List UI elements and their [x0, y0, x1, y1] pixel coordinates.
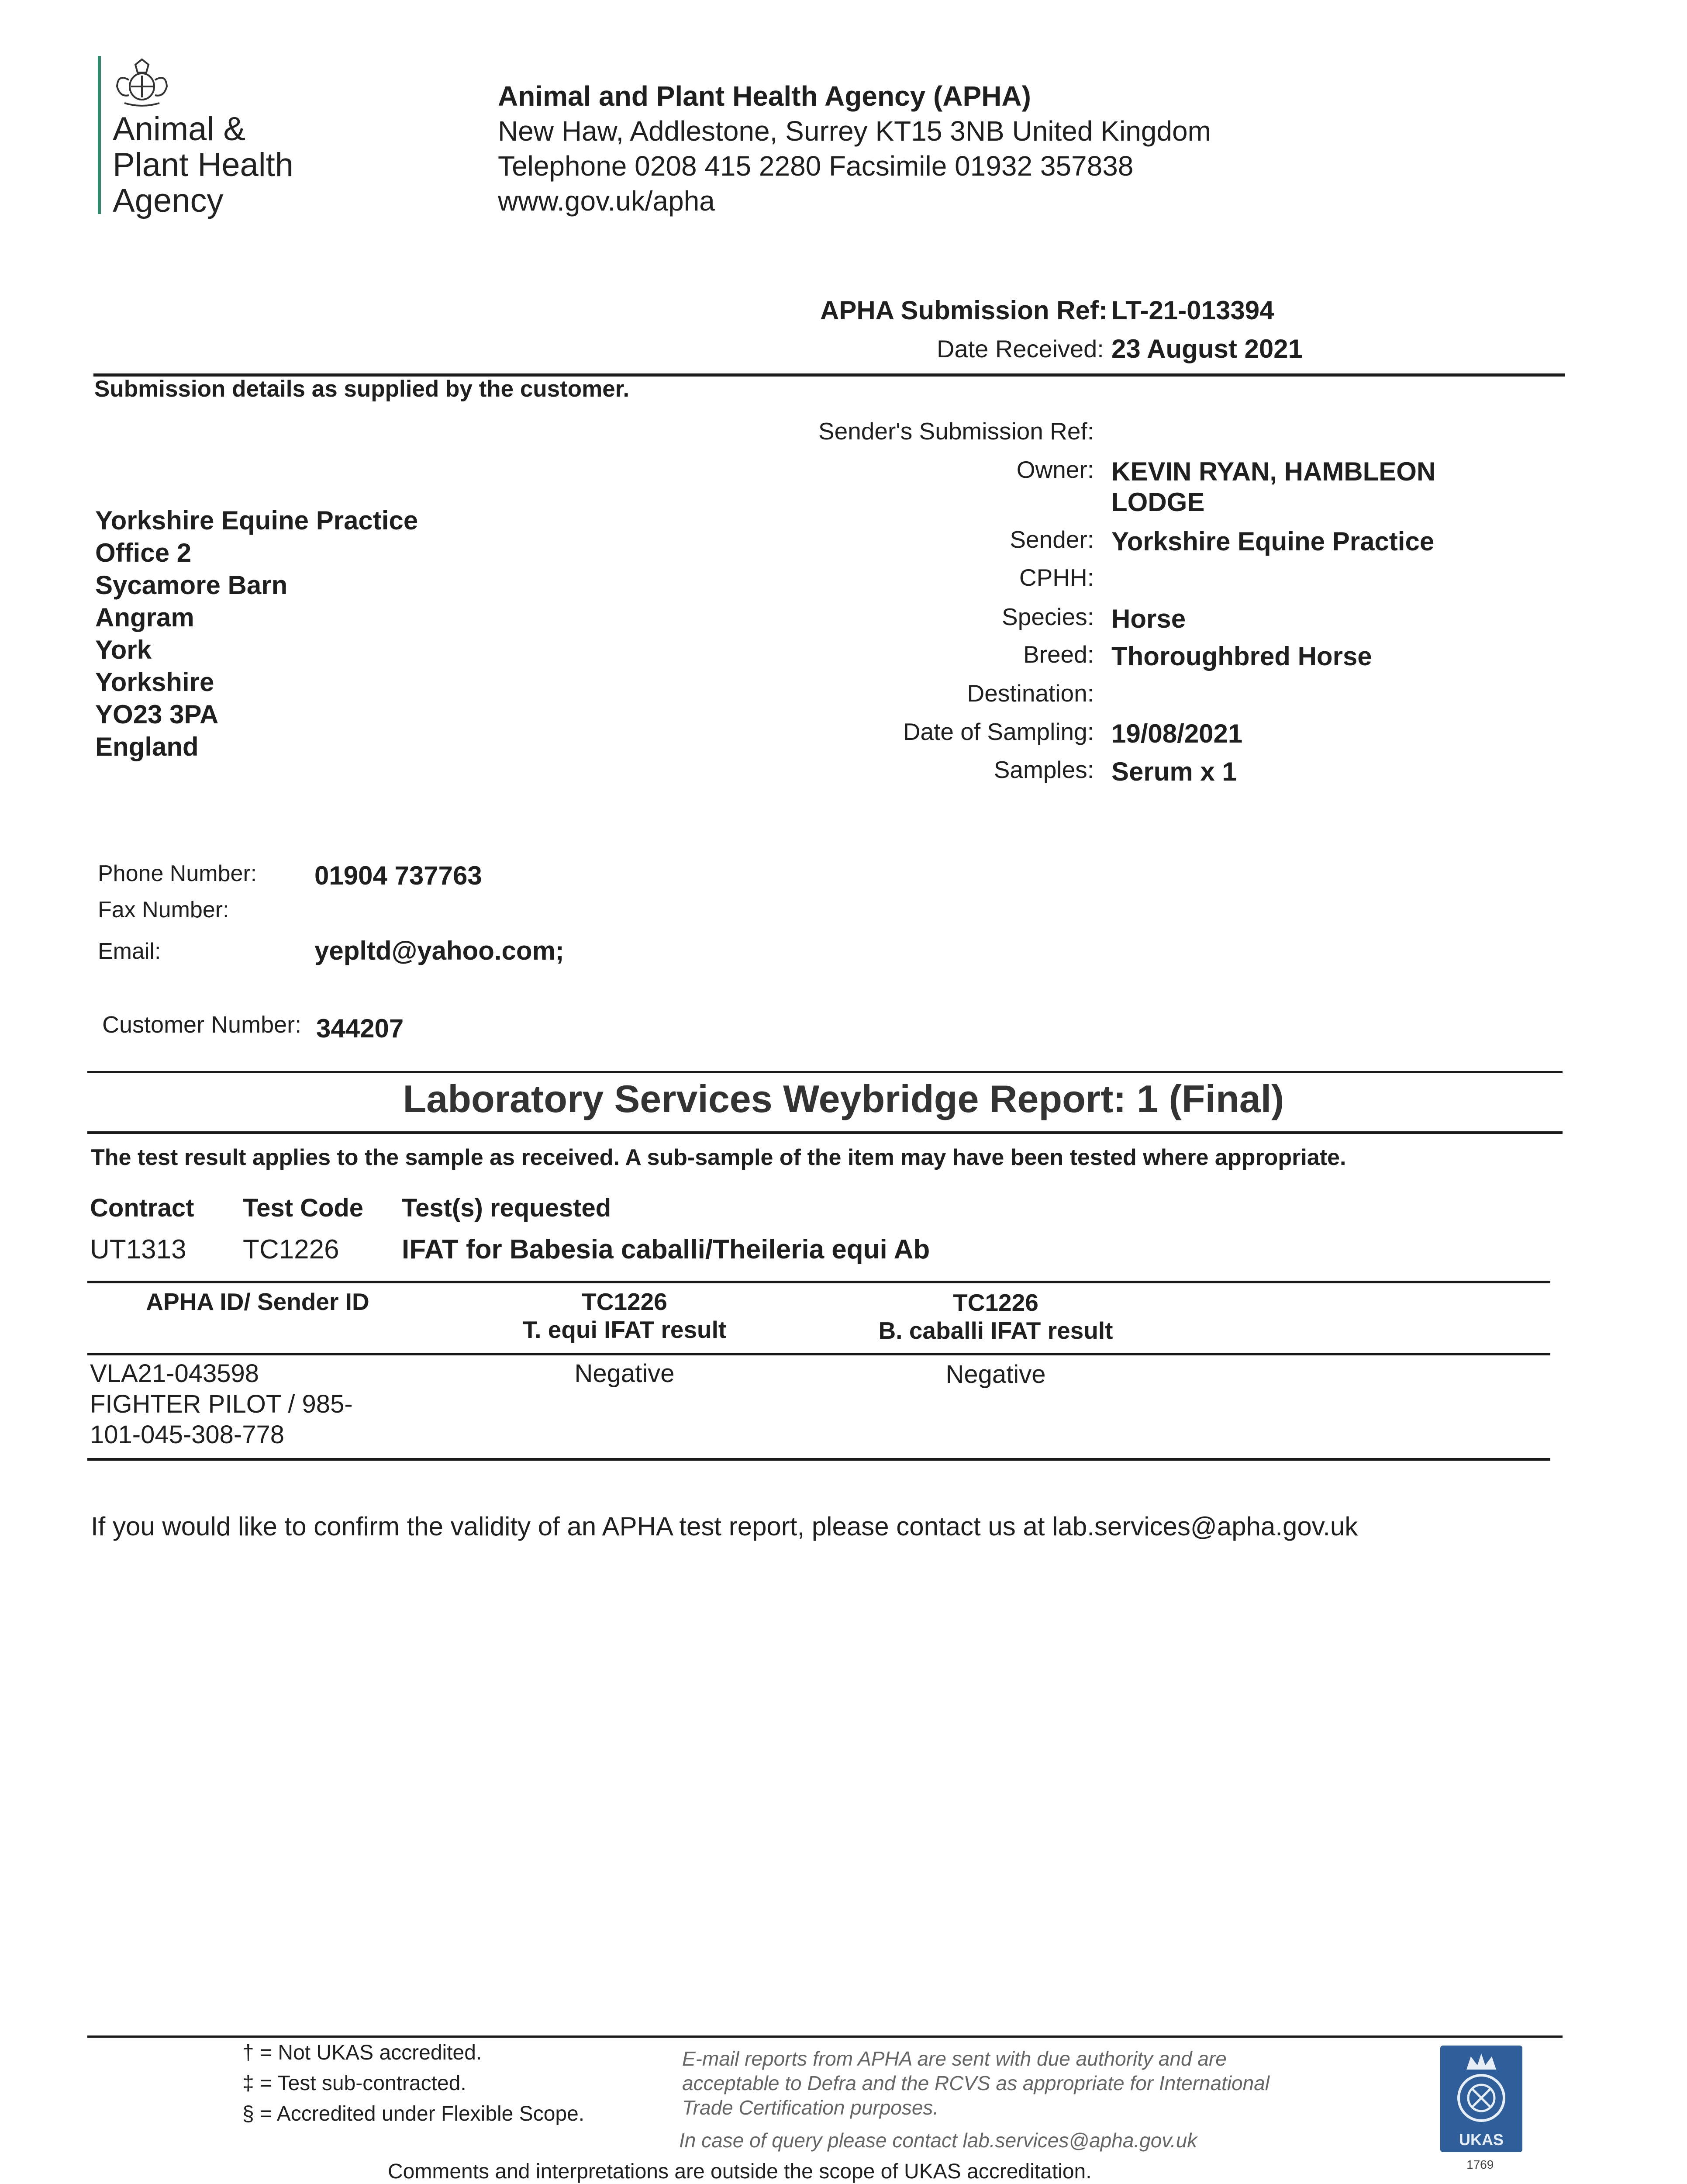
agency-address: New Haw, Addlestone, Surrey KT15 3NB United Kingdom: [498, 115, 1211, 147]
test-name-value: IFAT for Babesia caballi/Theileria equi Ab: [402, 1234, 930, 1265]
sender-ref-label: Sender's Submission Ref:: [818, 418, 1094, 445]
agency-header: [498, 79, 1211, 218]
breed-label: Breed:: [1023, 641, 1094, 668]
submission-ref-value: LT-21-013394: [1111, 296, 1274, 325]
sampling-date-value: 19/08/2021: [1111, 719, 1243, 748]
ukas-label: UKAS: [1459, 2131, 1504, 2149]
divider: [87, 1353, 1550, 1355]
results-header-b-caballi: TC1226 B. caballi IFAT result: [878, 1289, 1113, 1344]
agency-name: Animal and Plant Health Agency (APHA): [498, 80, 1031, 112]
sender-label: Sender:: [1010, 526, 1094, 553]
customer-address: Yorkshire Equine Practice Office 2 Sycamore Barn Angram York Yorkshire YO23 3PA England: [95, 506, 418, 761]
accreditation-comment: Comments and interpretations are outside the scope of UKAS accreditation.: [388, 2160, 1092, 2183]
agency-phone: Telephone 0208 415 2280 Facsimile 01932 357838: [498, 150, 1134, 182]
species-value: Horse: [1111, 604, 1186, 633]
date-received-label: Date Received:: [937, 335, 1104, 363]
b-caballi-result: Negative: [945, 1360, 1046, 1389]
customer-number-value: 344207: [316, 1014, 404, 1043]
ukas-accreditation-badge: [1440, 2046, 1522, 2152]
divider: [87, 1071, 1563, 1073]
footnote-legend: † = Not UKAS accredited. ‡ = Test sub-contracted. § = Accredited under Flexible Scope.: [242, 2041, 585, 2125]
contract-header: Contract: [90, 1194, 194, 1222]
phone-label: Phone Number:: [98, 861, 257, 886]
ukas-crown-icon: [1440, 2046, 1522, 2129]
samples-value: Serum x 1: [1111, 757, 1237, 786]
email-reports-note: E-mail reports from APHA are sent with due authority and are acceptable to Defra and the RCVS as appropriate for International Trade Certification purposes.: [682, 2047, 1270, 2119]
submission-heading: Submission details as supplied by the customer.: [94, 376, 630, 402]
cphh-label: CPHH:: [1019, 564, 1094, 591]
sender-value: Yorkshire Equine Practice: [1111, 527, 1435, 556]
test-code-value: TC1226: [243, 1234, 339, 1265]
report-note: The test result applies to the sample as received. A sub-sample of the item may have been tested where appropriate.: [91, 1145, 1346, 1170]
results-header-t-equi: TC1226 T. equi IFAT result: [522, 1288, 727, 1343]
royal-crest-icon: [109, 56, 175, 108]
fax-label: Fax Number:: [98, 897, 229, 923]
validity-text: If you would like to confirm the validity of an APHA test report, please contact us at lab.services@apha.gov.uk: [91, 1512, 1358, 1541]
divider: [87, 1458, 1550, 1461]
owner-value: KEVIN RYAN, HAMBLEON LODGE: [1111, 457, 1436, 517]
logo-accent-bar: [98, 56, 101, 214]
owner-label: Owner:: [1016, 456, 1094, 483]
submission-ref-label: APHA Submission Ref:: [820, 296, 1107, 325]
test-code-header: Test Code: [243, 1194, 364, 1222]
divider: [87, 1131, 1563, 1134]
agency-website: www.gov.uk/apha: [498, 185, 715, 217]
sample-id: VLA21-043598 FIGHTER PILOT / 985- 101-045-308-778: [90, 1359, 353, 1449]
species-label: Species:: [1002, 603, 1094, 630]
destination-label: Destination:: [967, 680, 1094, 707]
customer-number-label: Customer Number:: [102, 1012, 302, 1038]
t-equi-result: Negative: [574, 1359, 675, 1388]
samples-label: Samples:: [994, 756, 1094, 783]
sampling-date-label: Date of Sampling:: [903, 718, 1094, 745]
ukas-number: 1769: [1466, 2158, 1494, 2171]
results-header-id: APHA ID/ Sender ID: [146, 1288, 369, 1315]
contract-value: UT1313: [90, 1234, 186, 1265]
tests-requested-header: Test(s) requested: [402, 1194, 611, 1222]
report-title: Laboratory Services Weybridge Report: 1 (Final): [403, 1077, 1284, 1120]
email-label: Email:: [98, 939, 161, 964]
agency-logo-text: Animal & Plant Health Agency: [113, 111, 294, 219]
email-value: yepltd@yahoo.com;: [314, 936, 564, 965]
breed-value: Thoroughbred Horse: [1111, 642, 1372, 671]
divider: [87, 1281, 1550, 1283]
date-received-value: 23 August 2021: [1111, 334, 1303, 363]
query-note: In case of query please contact lab.services@apha.gov.uk: [679, 2129, 1197, 2152]
phone-value: 01904 737763: [314, 861, 482, 890]
